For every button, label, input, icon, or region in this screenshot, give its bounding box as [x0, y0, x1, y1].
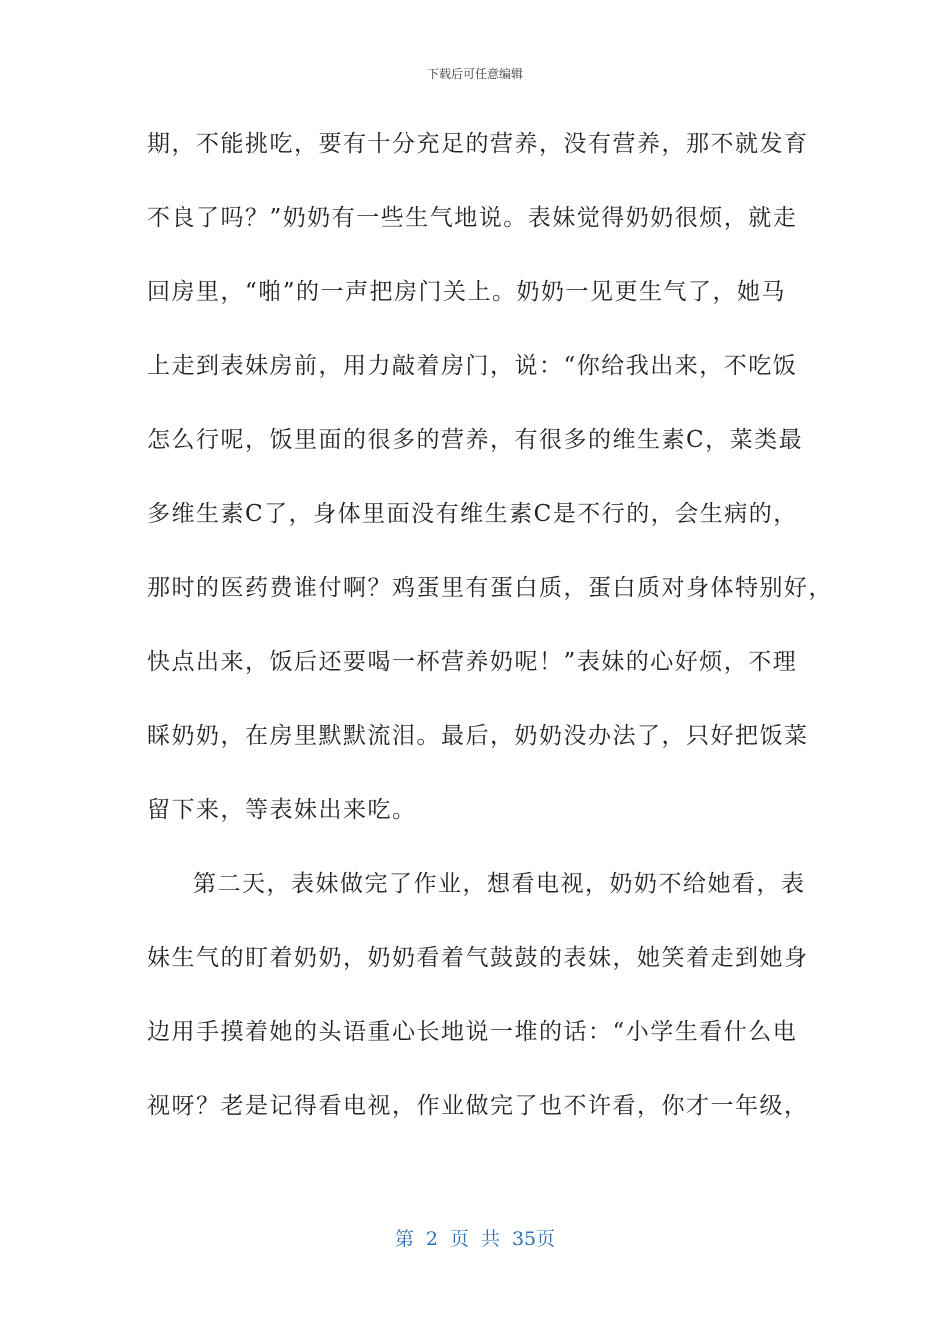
page-number: 2 [425, 1228, 438, 1250]
total-label: 共 [480, 1228, 500, 1250]
page-footer [0, 1226, 950, 1252]
page-header: 下载后可任意编辑 [426, 67, 523, 81]
body-line: 期，不能挑吃，要有十分充足的营养，没有营养，那不就发育 [147, 131, 809, 157]
document-body [147, 126, 833, 1162]
page-label-prefix: 第 [394, 1228, 414, 1250]
body-line: 上走到表妹房前，用力敲着房门，说：“你给我出来，不吃饭 [147, 353, 798, 379]
body-line: 妹生气的盯着奶奶，奶奶看着气鼓鼓的表妹，她笑着走到她身 [147, 945, 809, 971]
body-line: 快点出来，饭后还要喝一杯营养奶呢！”表妹的心好烦，不理 [147, 649, 798, 675]
body-line: 边用手摸着她的头语重心长地说一堆的话：“小学生看什么电 [147, 1019, 798, 1045]
body-line: 留下来，等表妹出来吃。 [147, 797, 417, 823]
body-line: 那时的医药费谁付啊？鸡蛋里有蛋白质，蛋白质对身体特别好， [147, 575, 833, 601]
body-line: 怎么行呢，饭里面的很多的营养，有很多的维生素C，菜类最 [147, 427, 804, 453]
body-line: 视呀？老是记得看电视，作业做完了也不许看，你才一年级， [147, 1093, 809, 1119]
body-line: 不良了吗？”奶奶有一些生气地说。表妹觉得奶奶很烦，就走 [147, 205, 798, 231]
paragraph-start-line: 第二天，表妹做完了作业，想看电视，奶奶不给她看，表 [193, 871, 806, 897]
body-line: 多维生素C了，身体里面没有维生素C是不行的，会生病的， [147, 501, 798, 527]
page-label-mid: 页 [449, 1228, 469, 1250]
body-line: 睬奶奶，在房里默默流泪。最后，奶奶没办法了，只好把饭菜 [147, 723, 809, 749]
total-pages: 35页 [511, 1228, 556, 1250]
body-line: 回房里，“啪”的一声把房门关上。奶奶一见更生气了，她马 [147, 279, 787, 305]
